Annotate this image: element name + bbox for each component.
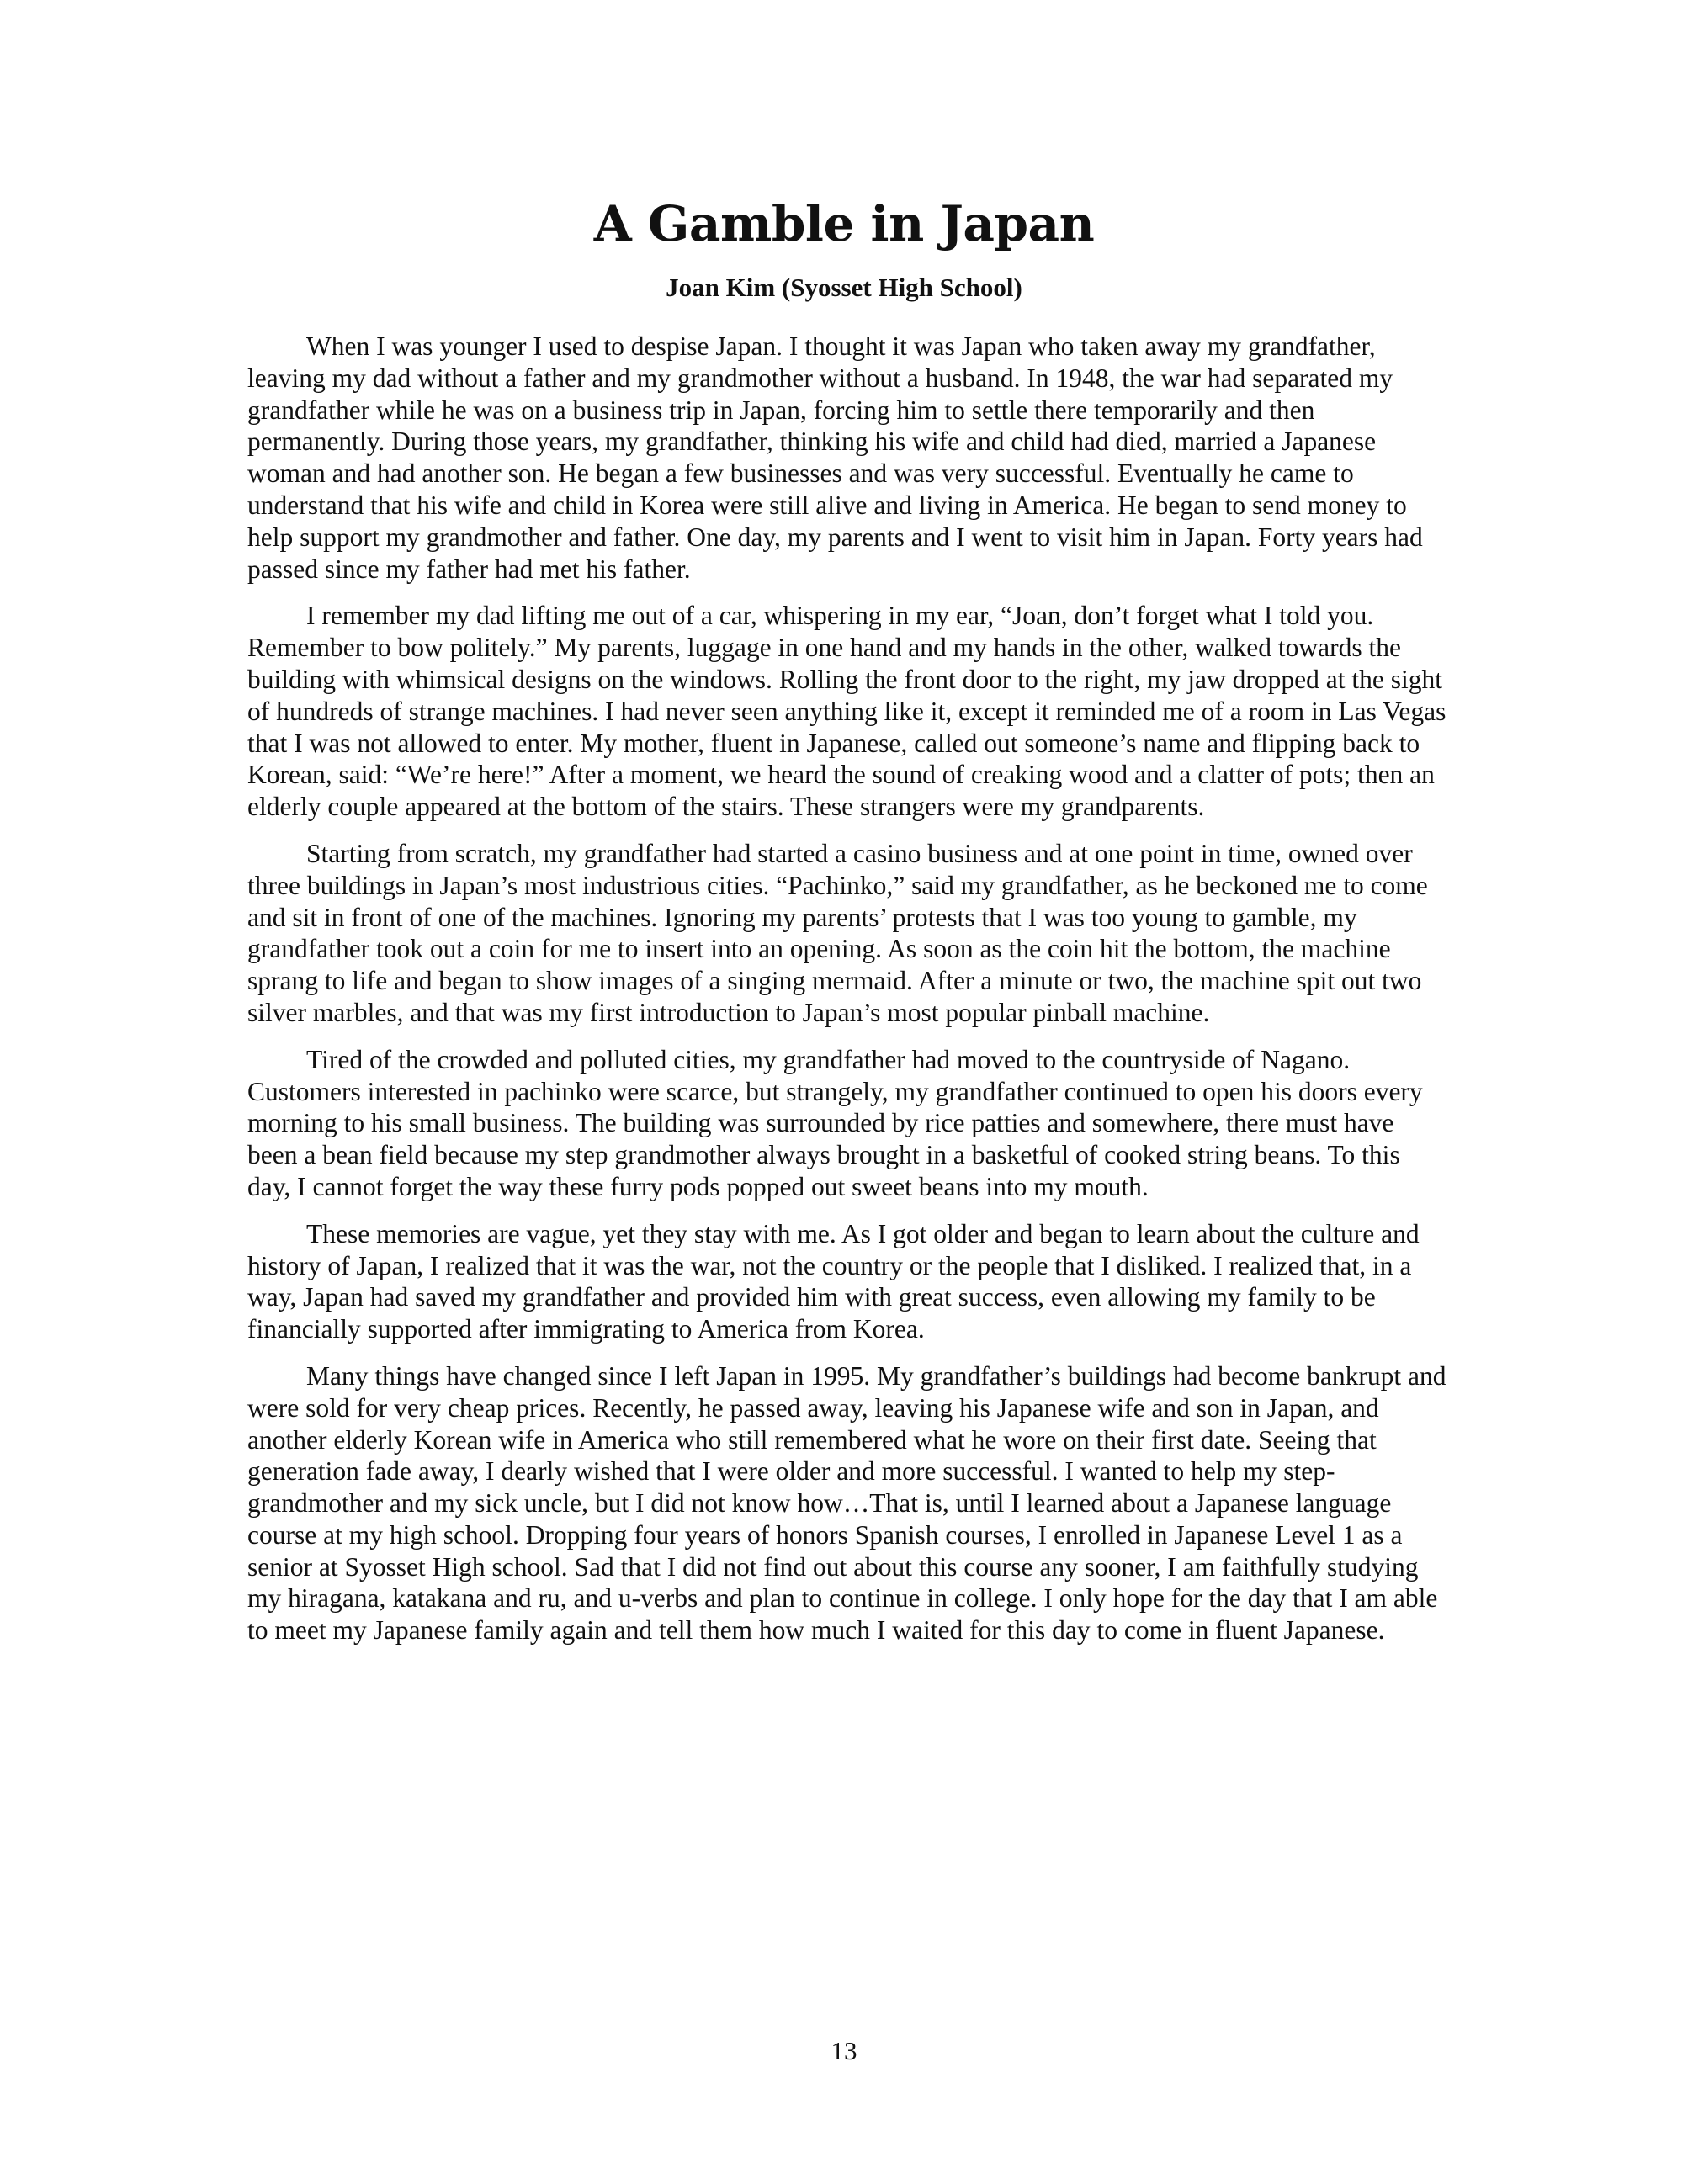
paragraph-5: These memories are vague, yet they stay with me. As I got older and began to learn about the culture and history of Japan, I realized that it was the war, not the country or the people that I disliked. I realized that, in a way, Japan had saved my grandfather and provided him with great success, even allowing my family to be financially supported after immigrating to America from Korea.: [247, 1218, 1420, 1344]
author-byline: Joan Kim (Syosset High School): [666, 273, 1022, 302]
paragraph-4: Tired of the crowded and polluted cities, my grandfather had moved to the countryside of Nagano. Customers interested in pachinko were scarce, but strangely, my grandfather continued to open his doors every morning to his small business. The building was surrounded by rice patties and somewhere, there must have been a bean field because my step grandmother always brought in a basketful of cooked string beans. To this day, I cannot forget the way these furry pods popped out sweet beans into my mouth.: [247, 1044, 1423, 1201]
paragraph-3: Starting from scratch, my grandfather had started a casino business and at one point in time, owned over three buildings in Japan’s most industrious cities. “Pachinko,” said my grandfather, as he beckoned me to come and sit in front of one of the machines. Ignoring my parents’ protests that I was too young to gamble, my grandfather took out a coin for me to insert into an opening. As soon as the coin hit the bottom, the machine sprang to life and began to show images of a singing mermaid. After a minute or two, the machine spit out two silver marbles, and that was my first introduction to Japan’s most popular pinball machine.: [247, 838, 1428, 1027]
paragraph-6: Many things have changed since I left Japan in 1995. My grandfather’s buildings had become bankrupt and were sold for very cheap prices. Recently, he passed away, leaving his Japanese wife and son in Japan, and another elderly Korean wife in America who still remembered what he wore on their first date. Seeing that generation fade away, I dearly wished that I were older and more successful. I wanted to help my step-grandmother and my sick uncle, but I did not know how…That is, until I learned about a Japanese language course at my high school. Dropping four years of honors Spanish courses, I enrolled in Japanese Level 1 as a senior at Syosset High school. Sad that I did not find out about this course any sooner, I am faithfully studying my hiragana, katakana and ru, and u-verbs and plan to continue in college. I only hope for the day that I am able to meet my Japanese family again and tell them how much I waited for this day to come in fluent Japanese.: [247, 1360, 1446, 1646]
paragraph-2: I remember my dad lifting me out of a car, whispering in my ear, “Joan, don’t forget what I told you. Remember to bow politely.” My parents, luggage in one hand and my hands in the other, walked towards the building with whimsical designs on the windows. Rolling the front door to the right, my jaw dropped at the sight of hundreds of strange machines. I had never seen anything like it, except it reminded me of a room in Las Vegas that I was not allowed to enter. My mother, fluent in Japanese, called out someone’s name and flipping back to Korean, said: “We’re here!” After a moment, we heard the sound of creaking wood and a clatter of pots; then an elderly couple appeared at the bottom of the stairs. These strangers were my grandparents.: [247, 601, 1446, 822]
article-body: [247, 331, 1449, 1662]
article-title: A Gamble in Japan: [593, 195, 1095, 252]
paragraph-1: When I was younger I used to despise Japan. I thought it was Japan who taken away my grandfather, leaving my dad without a father and my grandmother without a husband. In 1948, the war had separated my grandfather while he was on a business trip in Japan, forcing him to settle there temporarily and then permanently. During those years, my grandfather, thinking his wife and child had died, married a Japanese woman and had another son. He began a few businesses and was very successful. Eventually he came to understand that his wife and child in Korea were still alive and living in America. He began to send money to help support my grandmother and father. One day, my parents and I went to visit him in Japan. Forty years had passed since my father had met his father.: [247, 331, 1423, 584]
page-number: 13: [831, 2036, 857, 2065]
